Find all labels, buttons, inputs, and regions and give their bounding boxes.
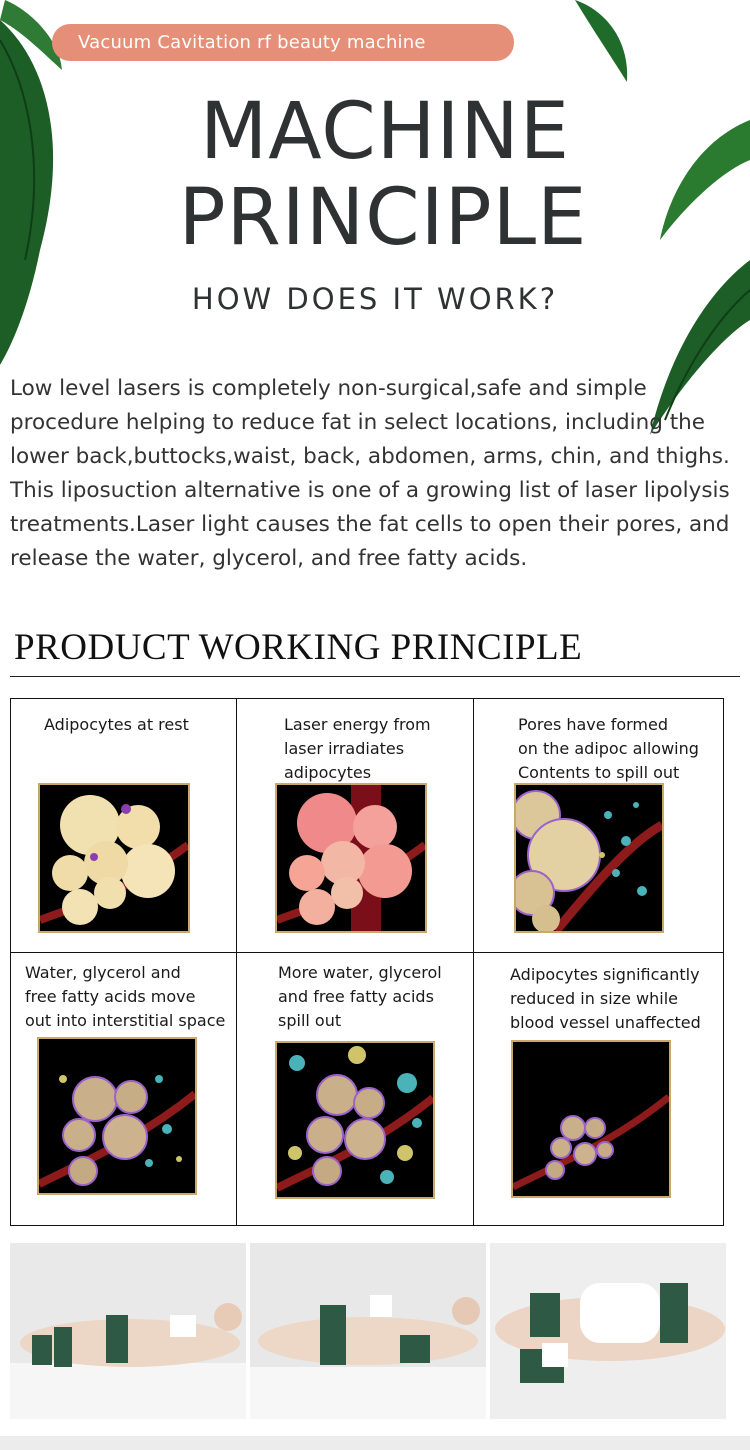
intro-paragraph: Low level lasers is completely non-surgical,safe and simple procedure helping to reduce fat in select locations, including the lower back,buttocks,waist, back, abdomen, arms, chin, and thighs. This liposuction alternative is one of a growing list of laser lipolysis treatments.Laser light causes the fat cells to open their pores, and release the water, glycerol, and free fatty acids. xyxy=(10,376,730,571)
page-subtitle: HOW DOES IT WORK? xyxy=(191,282,559,316)
principle-step-1 xyxy=(11,699,236,952)
step-caption: Laser energy from laser irradiates adipocytes xyxy=(284,715,431,782)
principle-step-4 xyxy=(11,953,236,1225)
page-title-line1: MACHINE xyxy=(199,87,571,177)
section-divider xyxy=(10,676,740,677)
principle-grid xyxy=(10,698,724,1226)
page-title-line2: PRINCIPLE xyxy=(178,173,588,263)
step-illustration-reduced xyxy=(511,1040,671,1198)
section-title: PRODUCT WORKING PRINCIPLE xyxy=(14,627,583,668)
step-illustration-interstitial xyxy=(37,1037,197,1195)
product-badge: Vacuum Cavitation rf beauty machine xyxy=(52,24,514,61)
principle-step-3 xyxy=(474,699,724,952)
principle-step-6 xyxy=(474,953,724,1225)
step-caption: Pores have formed on the adipoc allowing Contents to spill out xyxy=(518,715,699,782)
step-illustration-rest xyxy=(38,783,190,933)
footer-band xyxy=(0,1436,750,1450)
step-illustration-laser xyxy=(275,783,427,933)
principle-step-5 xyxy=(237,953,473,1225)
step-illustration-spill xyxy=(275,1041,435,1199)
step-caption: More water, glycerol and free fatty acids spill out xyxy=(278,963,442,1030)
treatment-photo-2 xyxy=(250,1243,486,1419)
treatment-photo-1 xyxy=(10,1243,246,1419)
principle-step-2 xyxy=(237,699,473,952)
step-caption: Adipocytes significantly reduced in size while blood vessel unaffected xyxy=(510,965,701,1032)
step-caption: Water, glycerol and free fatty acids move out into interstitial space xyxy=(25,963,226,1030)
step-caption: Adipocytes at rest xyxy=(44,715,189,734)
treatment-photo-3 xyxy=(490,1243,726,1419)
leaf-top-right-decoration xyxy=(575,0,635,85)
step-illustration-pores xyxy=(514,783,664,933)
